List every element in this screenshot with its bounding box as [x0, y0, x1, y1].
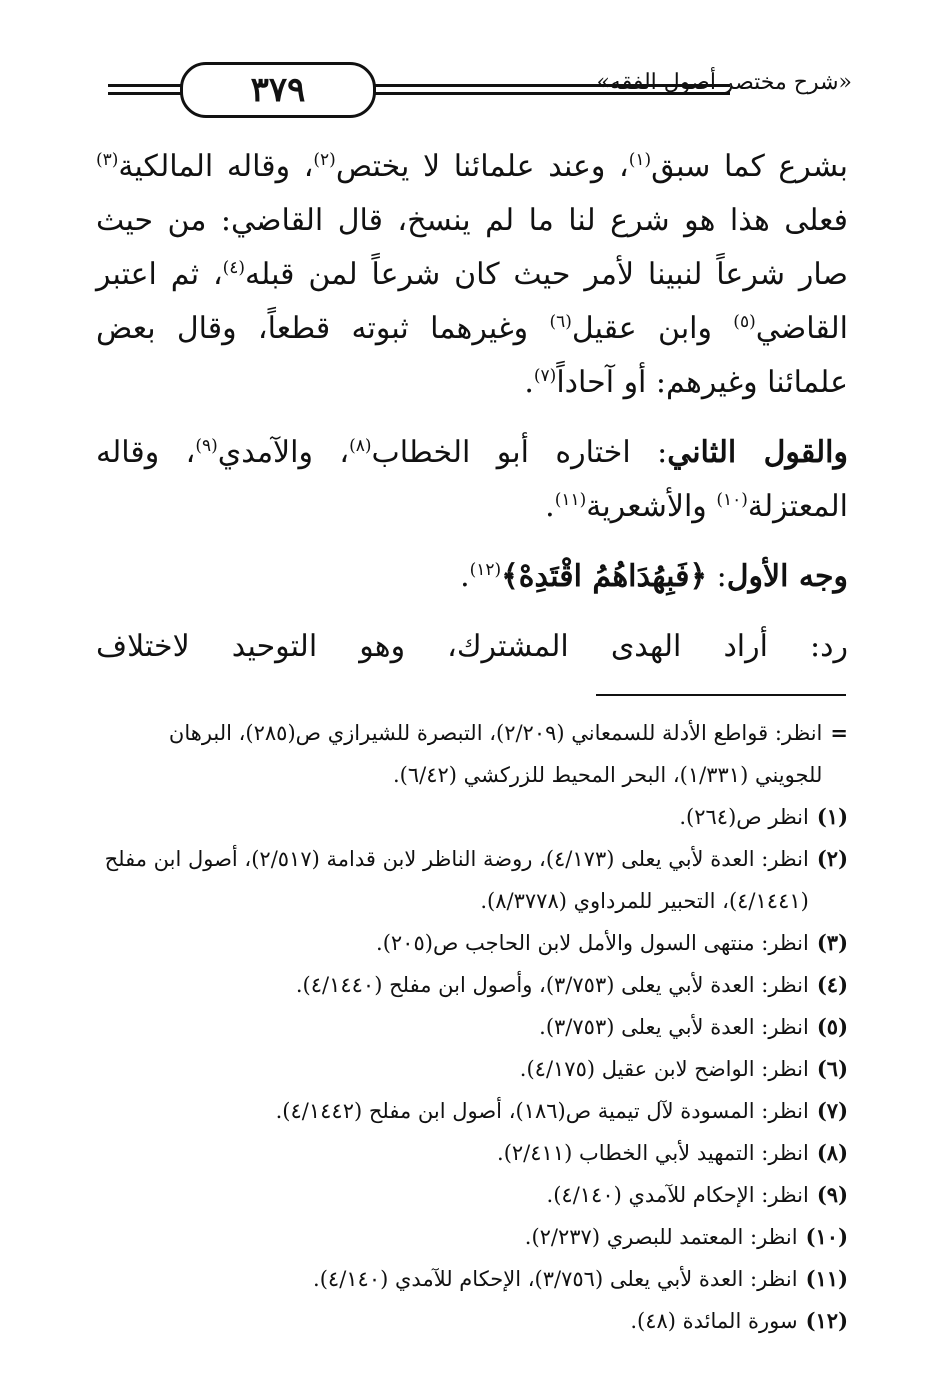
footnote-number: (٥) — [816, 1014, 848, 1039]
footnote-number: (٨) — [816, 1140, 848, 1165]
text-run: بشرع كما سبق — [651, 149, 848, 184]
footnote-text: انظر: العدة لأبي يعلى (٣/٧٥٣)، وأصول ابن مفلح (٤/١٤٤٠). — [295, 973, 809, 997]
footnote-item — [96, 1132, 848, 1174]
footnote-text: انظر: العدة لأبي يعلى (٤/١٧٣)، روضة الناظر لابن قدامة (٢/٥١٧)، أصول ابن مفلح (٤/١٤٤١)، التحبير للمرداوي (٨/٣٧٧٨). — [104, 847, 809, 913]
main-text — [96, 140, 848, 690]
section-heading: والقول الثاني — [667, 435, 848, 470]
footnotes — [96, 712, 848, 1342]
footnote-number: (١١) — [805, 1266, 848, 1291]
text-run: ، وقاله المالكية — [118, 149, 314, 184]
paragraph-3 — [96, 550, 848, 604]
text-run: وغيرهما ثبوته قطعاً، وقال بعض علمائنا وغيرهم: أو آحاداً — [96, 311, 848, 400]
footnote-text: انظر: قواطع الأدلة للسمعاني (٢/٢٠٩)، التبصرة للشيرازي ص(٢٨٥)، البرهان للجويني (١/٣٣١)، البحر المحيط للزركشي (٦/٤٢). — [168, 721, 823, 787]
footnote-text: انظر: العدة لأبي يعلى (٣/٧٥٣). — [539, 1015, 809, 1039]
footnote-item — [96, 838, 848, 922]
text-run: . — [460, 559, 470, 594]
text-run: وابن عقيل — [571, 311, 734, 346]
page-number: ٣٧٩ — [180, 62, 376, 118]
footnote-number: (٤) — [816, 972, 848, 997]
footnote-ref[interactable]: (٨) — [349, 436, 372, 456]
footnote-number: (٧) — [816, 1098, 848, 1123]
text-run: ، والآمدي — [217, 435, 350, 470]
page-header — [100, 62, 852, 118]
footnote-item — [96, 1216, 848, 1258]
text-run: . — [545, 489, 555, 524]
footnote-text: انظر: التمهيد لأبي الخطاب (٢/٤١١). — [497, 1141, 809, 1165]
footnote-ref[interactable]: (١٢) — [469, 560, 502, 580]
footnote-ref[interactable]: (٧) — [533, 366, 557, 386]
footnote-divider — [596, 694, 846, 696]
text-run: : اختاره أبو الخطاب — [371, 435, 668, 470]
section-heading: وجه الأول — [726, 559, 848, 594]
footnote-text: انظر ص(٢٦٤). — [679, 805, 809, 829]
footnote-ref[interactable]: (١١) — [554, 490, 587, 510]
footnote-ref[interactable]: (٢) — [313, 150, 336, 170]
footnote-number: (٦) — [816, 1056, 848, 1081]
text-run: ، وقاله المعتزلة — [96, 435, 848, 524]
footnote-item — [96, 1090, 848, 1132]
footnote-text: انظر: العدة لأبي يعلى (٣/٧٥٦)، الإحكام للآمدي (٤/١٤٠). — [313, 1267, 798, 1291]
footnote-number: = — [830, 720, 848, 745]
footnote-number: (٩) — [816, 1182, 848, 1207]
quran-verse: ﴿فَبِهُدَاهُمُ اقْتَدِهْ﴾ — [501, 559, 708, 594]
footnote-item — [96, 712, 848, 796]
footnote-ref[interactable]: (٤) — [222, 258, 246, 278]
text-run: والأشعرية — [586, 489, 717, 524]
text-run: . — [524, 365, 534, 400]
footnote-number: (٣) — [816, 930, 848, 955]
header-rule — [108, 84, 186, 87]
footnote-item — [96, 1258, 848, 1300]
footnote-item — [96, 964, 848, 1006]
footnote-text: انظر: الإحكام للآمدي (٤/١٤٠). — [546, 1183, 809, 1207]
footnote-number: (١) — [816, 804, 848, 829]
footnote-ref[interactable]: (١) — [628, 150, 652, 170]
text-run: : — [707, 559, 727, 594]
text-run: فعلى هذا هو شرع لنا ما لم ينسخ، قال القاضي: من حيث صار شرعاً لنبينا لأمر حيث كان شرعاً لمن قبله — [96, 203, 848, 292]
running-title: «شرح مختصر أصول الفقه» — [596, 70, 852, 95]
footnote-text: انظر: الواضح لابن عقيل (٤/١٧٥). — [519, 1057, 809, 1081]
footnote-item — [96, 922, 848, 964]
footnote-ref[interactable]: (٣) — [96, 150, 119, 170]
footnote-number: (٢) — [816, 846, 848, 871]
text-run: ، وعند علمائنا لا يختص — [335, 149, 629, 184]
footnote-ref[interactable]: (٩) — [195, 436, 218, 456]
footnote-item — [96, 1174, 848, 1216]
footnote-item — [96, 1006, 848, 1048]
paragraph-4 — [96, 620, 848, 674]
footnote-ref[interactable]: (٥) — [733, 312, 756, 332]
footnote-text: انظر: المعتمد للبصري (٢/٢٣٧). — [524, 1225, 798, 1249]
footnote-item — [96, 796, 848, 838]
footnote-number: (١٢) — [805, 1308, 848, 1333]
footnote-ref[interactable]: (١٠) — [716, 490, 748, 510]
paragraph-1 — [96, 140, 848, 410]
header-rule — [108, 92, 186, 95]
footnote-text: انظر: المسودة لآل تيمية ص(١٨٦)، أصول ابن مفلح (٤/١٤٤٢). — [275, 1099, 809, 1123]
text-run: ، ثم اعتبر القاضي — [96, 257, 848, 346]
footnote-text: سورة المائدة (٤٨). — [630, 1309, 798, 1333]
paragraph-2 — [96, 426, 848, 534]
footnote-number: (١٠) — [805, 1224, 848, 1249]
footnote-ref[interactable]: (٦) — [549, 312, 572, 332]
footnote-item — [96, 1048, 848, 1090]
text-run: رد: أراد الهدى المشترك، وهو التوحيد لاختلاف — [96, 629, 848, 664]
footnote-text: انظر: منتهى السول والأمل لابن الحاجب ص(٢٠٥). — [376, 931, 809, 955]
footnote-item — [96, 1300, 848, 1342]
